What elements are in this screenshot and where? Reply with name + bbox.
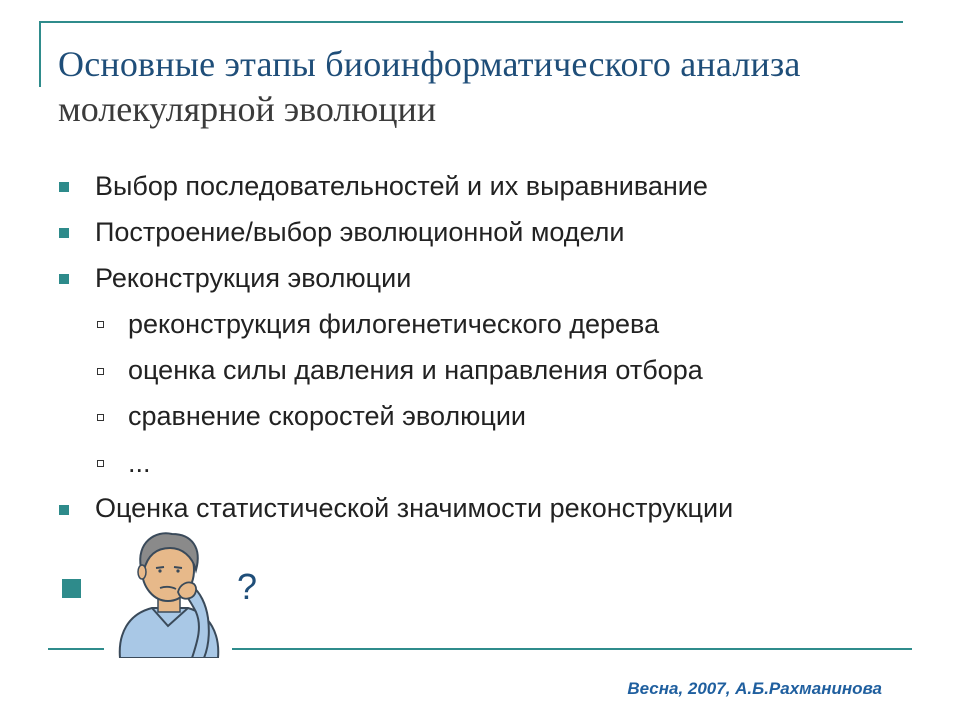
sub-list-item-4: ... [128,448,151,478]
sub-bullet-4-icon [97,460,104,467]
sub-list-item-1: реконструкция филогенетического дерева [128,309,660,339]
list-item-2: Построение/выбор эволюционной модели [95,217,625,247]
bullet-2-icon [59,228,69,238]
list-item-4: Оценка статистической значимости реконструкции [95,493,734,523]
bullet-3-icon [59,274,69,284]
bullet-large-icon [62,579,81,598]
bullet-1-icon [59,182,69,192]
list-item-1: Выбор последовательностей и их выравнивание [95,171,708,201]
title-line-2: молекулярной эволюции [58,89,437,129]
bullet-4-icon [59,505,69,515]
question-mark: ? [237,566,258,607]
title-line-1: Основные этапы биоинформатического анализа [58,44,801,84]
frame-top-line [39,21,903,23]
sub-bullet-1-icon [97,321,104,328]
sub-list-item-2: оценка силы давления и направления отбора [128,355,703,385]
bottom-rule-right [232,648,912,650]
bottom-rule-left [48,648,104,650]
sub-bullet-3-icon [97,414,104,421]
thinking-person-icon [112,526,224,658]
frame-left-line [39,21,41,87]
sub-list-item-3: сравнение скоростей эволюции [128,401,527,431]
list-item-3: Реконструкция эволюции [95,263,412,293]
sub-bullet-2-icon [97,368,104,375]
footer-credit: Весна, 2007, А.Б.Рахманинова [627,679,882,698]
slide-title [58,42,938,132]
